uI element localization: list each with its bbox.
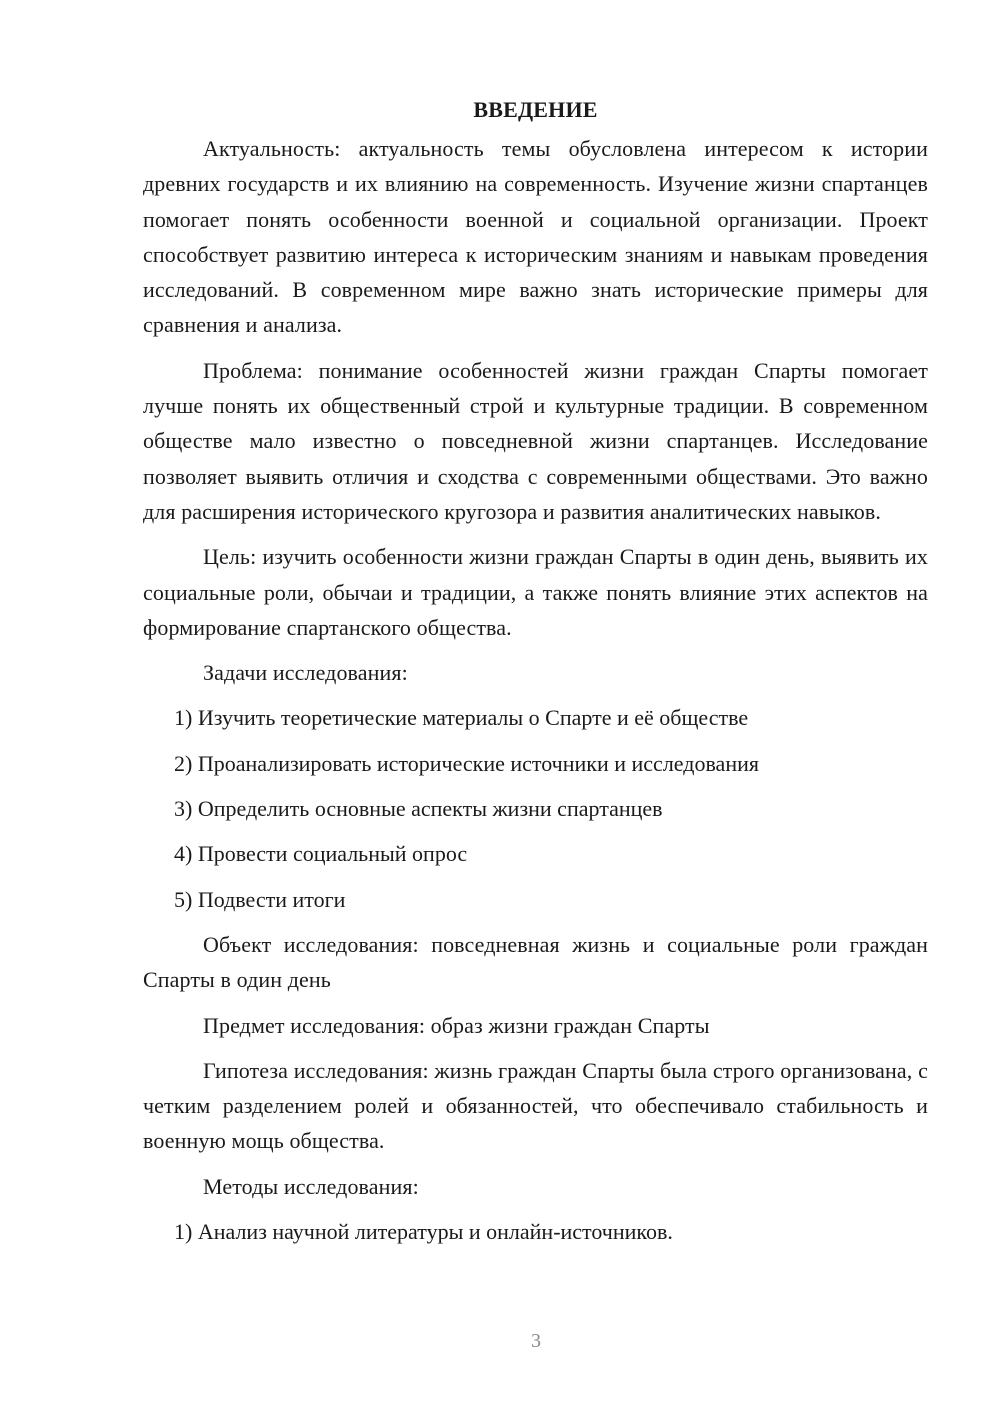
methods-heading: Методы исследования: xyxy=(203,1173,419,1199)
task-item: 5) Подвести итоги xyxy=(174,886,346,912)
task-item: 1) Изучить теоретические материалы о Спарте и её обществе xyxy=(174,705,749,731)
relevance-paragraph: Актуальность: актуальность темы обусловлена интересом к истории древних государств и их влиянию на современность. Изучение жизни спартанцев помогает понять особенности военной и социальной организации. Проект способствует развитию интереса к историческим знаниям и навыкам проведения исследований. В современном мире важно знать исторические примеры для сравнения и анализа. xyxy=(143,136,928,338)
subject-paragraph: Предмет исследования: образ жизни граждан Спарты xyxy=(203,1012,710,1038)
hypothesis-paragraph: Гипотеза исследования: жизнь граждан Спарты была строго организована, с четким разделением ролей и обязанностей, что обеспечивало стабильность и военную мощь общества. xyxy=(143,1057,928,1154)
method-item: 1) Анализ научной литературы и онлайн-источников. xyxy=(174,1219,673,1245)
tasks-list xyxy=(143,700,928,916)
methods-list xyxy=(143,1214,928,1249)
task-item: 2) Проанализировать исторические источники и исследования xyxy=(174,750,759,776)
goal-paragraph: Цель: изучить особенности жизни граждан Спарты в один день, выявить их социальные роли, обычаи и традиции, а также понять влияние этих аспектов на формирование спартанского общества. xyxy=(143,544,928,640)
page-number: 3 xyxy=(531,1330,541,1352)
object-paragraph: Объект исследования: повседневная жизнь и социальные роли граждан Спарты в один день xyxy=(143,931,928,993)
section-title: ВВЕДЕНИЕ xyxy=(473,97,598,122)
task-item: 4) Провести социальный опрос xyxy=(174,841,468,867)
tasks-heading: Задачи исследования: xyxy=(203,660,408,686)
problem-paragraph: Проблема: понимание особенностей жизни граждан Спарты помогает лучше понять их общественный строй и культурные традиции. В современном обществе мало известно о повседневной жизни спартанцев. Исследование позволяет выявить отличия и сходства с современными обществами. Это важно для расширения исторического кругозора и развития аналитических навыков. xyxy=(143,357,928,524)
task-item: 3) Определить основные аспекты жизни спартанцев xyxy=(174,796,663,822)
document-page xyxy=(143,92,928,1259)
